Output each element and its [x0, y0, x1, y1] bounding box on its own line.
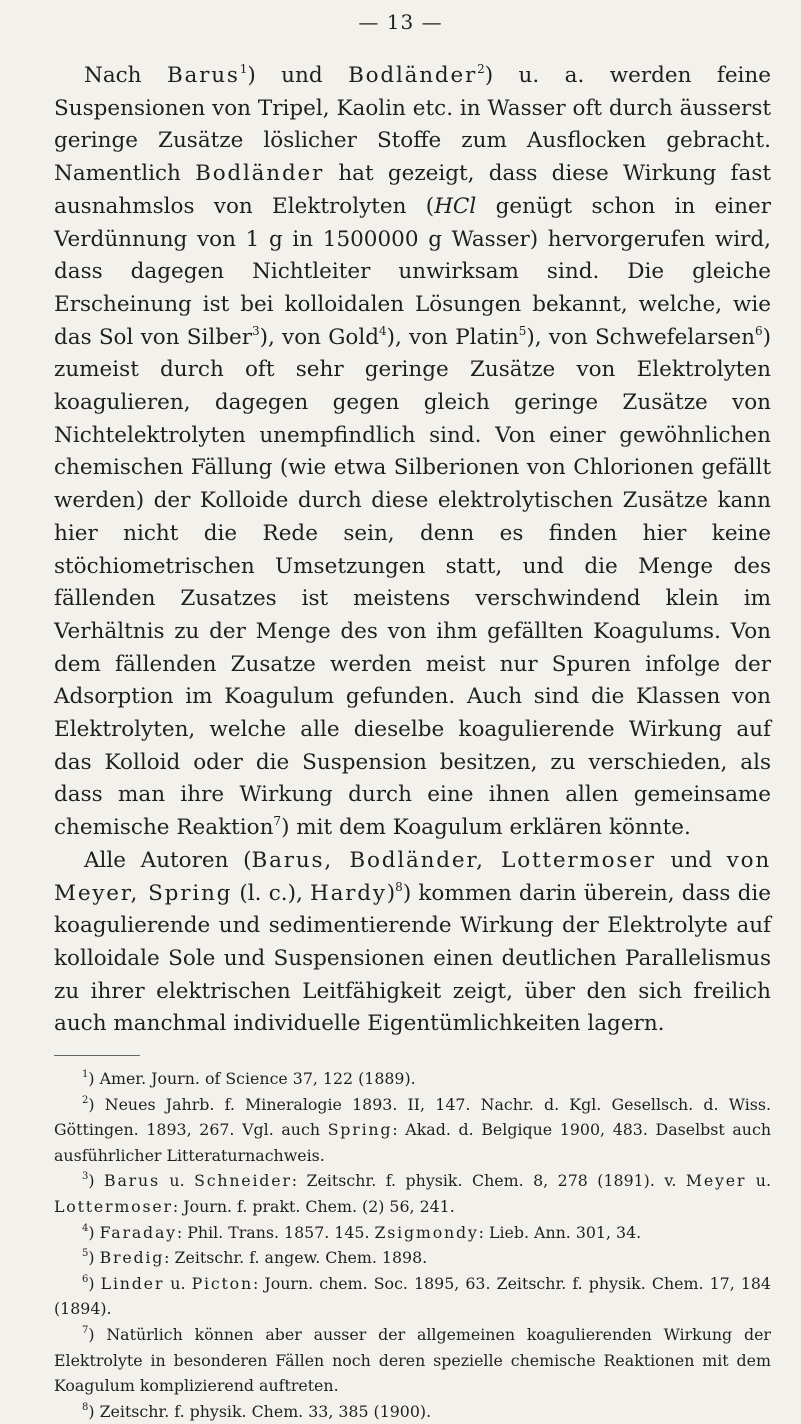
text-run: : Journ. chem. Soc. 1895, 63. Zeitschr. f. physik. Chem. 17, 184 (1894). — [54, 1273, 771, 1319]
text-run: u. — [164, 1273, 192, 1293]
formula-text: HCl — [434, 193, 477, 219]
footnote — [54, 1271, 771, 1322]
text-run: : Phil. Trans. 1857. 145. — [176, 1222, 375, 1242]
author-name: Spring — [327, 1120, 393, 1140]
text-run: Natürlich können aber ausser der allgemeinen koagulierenden Wirkung der Elektrolyte in besonderen Fällen noch deren spezielle chemische Reaktionen mit dem Koagulum komplizierend auftreten. — [54, 1325, 771, 1396]
footnote-marker: $^3$) — [82, 1171, 95, 1191]
page-number: — 13 — — [358, 10, 443, 34]
author-name: Bodländer — [195, 161, 325, 187]
footnote-number: 5 — [82, 1248, 89, 1260]
footnote-reference: 4 — [378, 323, 387, 338]
author-name: Bredig — [99, 1248, 165, 1268]
footnote-reference: 6 — [754, 323, 763, 338]
author-name: Lottermoser — [54, 1197, 173, 1217]
footnote — [54, 1220, 771, 1246]
text-run: : Lieb. Ann. 301, 34. — [478, 1222, 642, 1242]
body-text — [54, 60, 771, 1041]
text-run: : Akad. d. Belgique 1900, 483. Daselbst auch ausführlicher Litteraturnachweis. — [54, 1120, 771, 1165]
text-run: ), von Platin — [386, 324, 519, 350]
footnote-marker: $^7$) — [82, 1325, 95, 1345]
text-run: (l. c.), — [232, 880, 311, 906]
footnote-reference: 1 — [239, 62, 248, 76]
text-run: : Zeitschr. f. angew. Chem. 1898. — [164, 1248, 428, 1268]
author-name: Barus — [166, 63, 240, 88]
text-run: : Zeitschr. f. physik. Chem. 8, 278 (1891). v. — [291, 1171, 686, 1191]
footnote — [54, 1092, 771, 1169]
footnote-reference: 8 — [395, 879, 403, 894]
footnotes — [54, 1066, 771, 1424]
text-run: Nach — [84, 63, 167, 88]
footnote-marker: $^1$) — [82, 1069, 95, 1089]
footnote — [54, 1322, 771, 1399]
footnote — [54, 1168, 771, 1219]
paragraph — [54, 60, 771, 845]
text-run: ) — [386, 880, 396, 906]
footnote-number: 6 — [82, 1273, 89, 1285]
text-run: und — [655, 847, 727, 873]
footnote-number: 3 — [82, 1171, 89, 1183]
paragraph — [54, 845, 771, 1041]
footnote-number: 7 — [82, 1325, 89, 1337]
footnote-number: 2 — [82, 1094, 89, 1106]
text-run — [95, 1171, 105, 1190]
author-name: Barus, Bodländer, Lottermoser — [251, 847, 656, 873]
text-run: Amer. Journ. of Science 37, 122 (1889). — [94, 1069, 416, 1089]
text-run: ) mit dem Koagulum erklären könnte. — [281, 815, 691, 841]
footnote-separator — [54, 1055, 140, 1056]
author-name: Schneider — [194, 1171, 292, 1191]
footnote-marker: $^6$) — [82, 1273, 95, 1293]
text-run: genügt schon in einer Verdünnung von 1 g in 1500000 g Wasser) hervorgerufen wird, dass dagegen Nichtleiter unwirksam sind. Die gleiche Erscheinung ist bei kolloidalen Lösungen bekannt, welche, wie das Sol von Silber — [54, 193, 771, 350]
text-run: u. — [159, 1171, 195, 1191]
footnote — [54, 1066, 771, 1092]
text-run: ) und — [247, 63, 349, 88]
text-run: ) u. a. werden feine Suspensionen von Tripel, Kaolin etc. in Wasser oft durch äusserst geringe Zusätze löslicher Stoffe zum Ausflocken gebracht. Namentlich — [54, 63, 771, 187]
author-name: Hardy — [310, 880, 387, 906]
footnote-number: 8 — [82, 1401, 89, 1413]
footnote-reference: 3 — [251, 323, 260, 338]
author-name: Bodländer — [348, 63, 478, 88]
author-name: Meyer — [685, 1171, 747, 1191]
text-run: hat gezeigt, dass diese Wirkung fast ausnahmslos von Elektrolyten ( — [54, 161, 771, 219]
footnote — [54, 1399, 771, 1424]
author-name: von Meyer, Spring — [54, 847, 771, 906]
footnote-marker: $^8$) — [82, 1401, 95, 1421]
footnote-reference: 5 — [518, 323, 527, 338]
footnote-reference: 2 — [477, 62, 485, 76]
author-name: Zsigmondy — [374, 1222, 479, 1242]
footnote-number: 4 — [82, 1222, 89, 1234]
text-run: Zeitschr. f. physik. Chem. 33, 385 (1900). — [94, 1401, 432, 1421]
author-name: Linder — [100, 1273, 165, 1293]
footnote-number: 1 — [82, 1069, 89, 1081]
footnote-reference: 7 — [273, 814, 282, 829]
footnote-marker: $^2$) — [82, 1094, 95, 1114]
text-run: ), von Schwefelarsen — [526, 324, 755, 350]
footnote-marker: $^5$) — [82, 1248, 95, 1268]
text-run: u. — [746, 1171, 771, 1191]
author-name: Barus — [104, 1171, 160, 1191]
text-run: : Journ. f. prakt. Chem. (2) 56, 241. — [172, 1197, 455, 1217]
footnote — [54, 1245, 771, 1271]
text-run: Alle Autoren ( — [84, 847, 252, 873]
author-name: Picton — [191, 1273, 253, 1293]
author-name: Faraday — [99, 1222, 177, 1242]
text-run: ) zumeist durch oft sehr geringe Zusätze von Elektrolyten koagulieren, dagegen gegen gleich geringe Zusätze von Nichtelektrolyten unempfindlich sind. Von einer gewöhnlichen chemischen Fällung (wie etwa Silberionen von Chlorionen gefällt werden) der Kolloide durch diese elektrolytischen Zusätze kann hier nicht die Rede sein, denn es finden hier keine stöchiometrischen Umsetzungen statt, und die Menge des fällenden Zusatzes ist meistens verschwindend klein im Verhältnis zu der Menge des von ihm gefällten Koagulums. Von dem fällenden Zusatze werden meist nur Spuren infolge der Adsorption im Koagulum gefunden. Auch sind die Klassen von Elektrolyten, welche alle dieselbe koagulierende Wirkung auf das Kolloid oder die Suspension besitzen, zu verschieden, als dass man ihre Wirkung durch eine ihnen allen gemeinsame chemische Reaktion — [54, 324, 771, 841]
footnote-marker: $^4$) — [82, 1222, 95, 1242]
text-run: ), von Gold — [259, 324, 379, 350]
text-run: Neues Jahrb. f. Mineralogie 1893. II, 147. Nachr. d. Kgl. Gesellsch. d. Wiss. Göttingen. 1893, 267. Vgl. auch — [54, 1094, 771, 1140]
text-run: ) kommen darin überein, dass die koagulierende und sedimentierende Wirkung der Elektrolyte auf kolloidale Sole und Suspensionen einen deutlichen Parallelismus zu ihrer elektrischen Leitfähigkeit zeigt, über den sich freilich auch manchmal individuelle Eigentümlichkeiten lagern. — [54, 880, 771, 1037]
